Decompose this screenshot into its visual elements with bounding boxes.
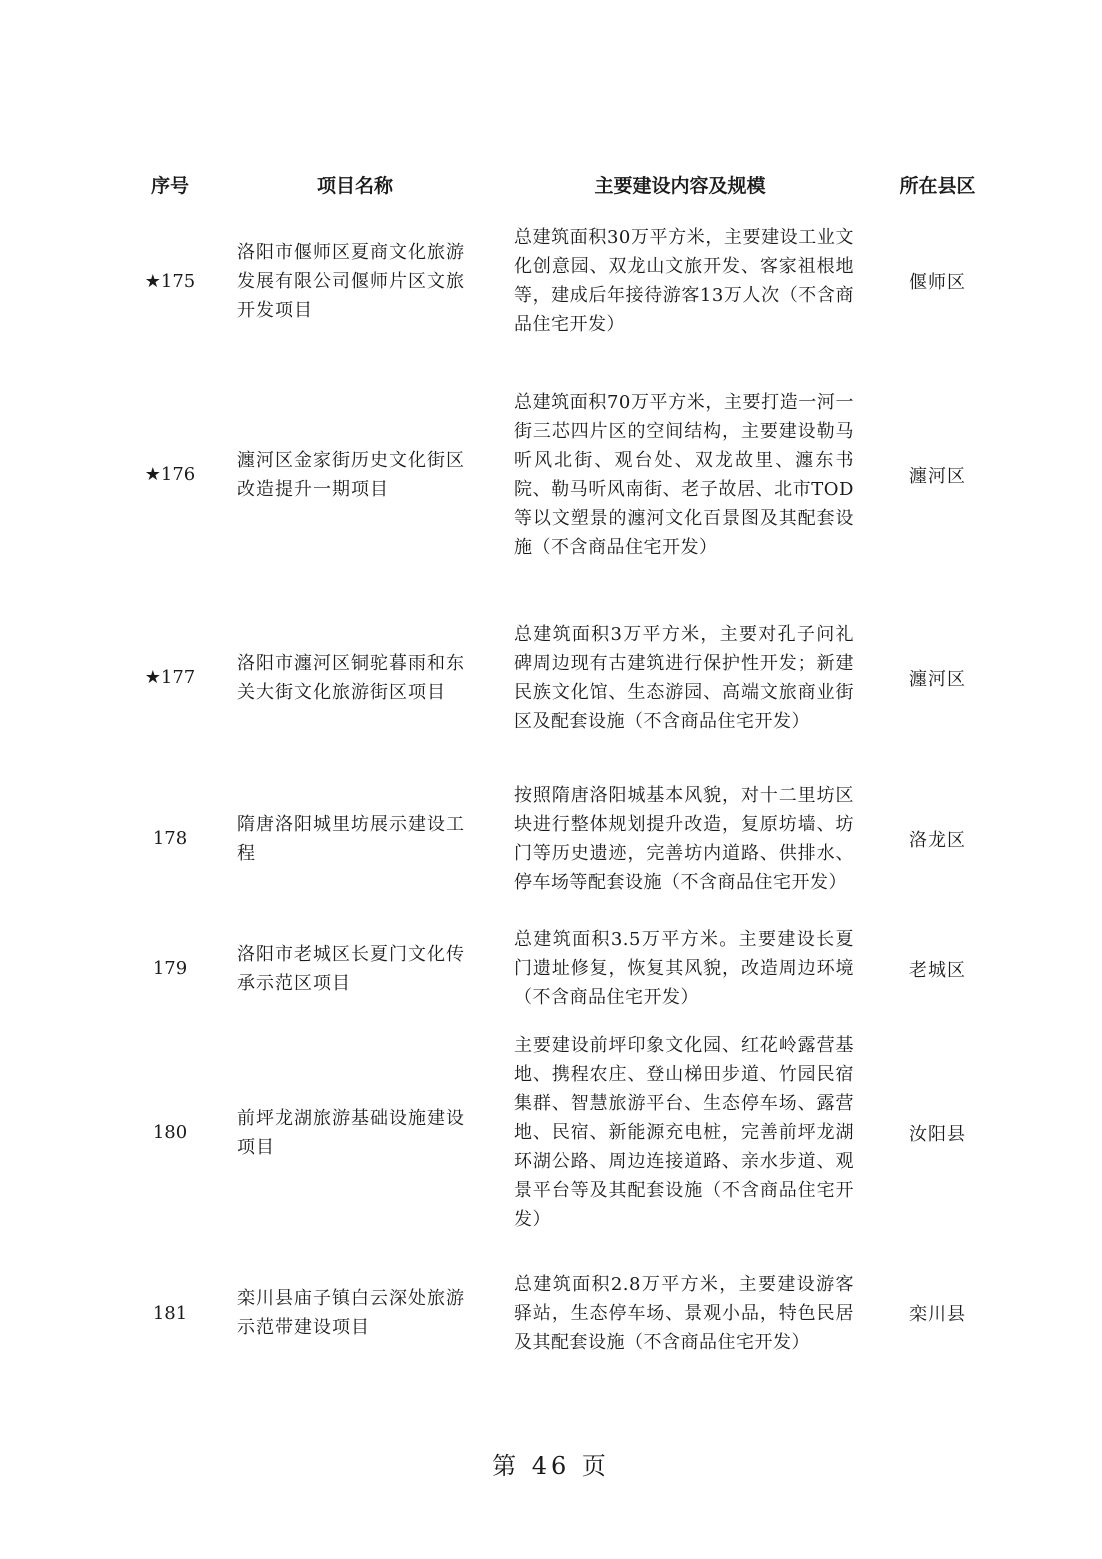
row-county-district: 老城区 — [909, 959, 966, 981]
page-number: 第 46 页 — [492, 1452, 610, 1480]
row-serial-number: ★176 — [144, 464, 196, 485]
header-serial-number: 序号 — [150, 175, 189, 197]
row-county-district: 瀍河区 — [909, 668, 966, 690]
table-row — [0, 924, 1102, 1013]
table-header — [0, 170, 1102, 202]
header-county-district: 所在县区 — [899, 175, 976, 197]
row-project-name: 前坪龙湖旅游基础设施建设项目 — [237, 1107, 465, 1158]
row-serial-number: ★177 — [144, 667, 196, 688]
row-construction-content: 总建筑面积30万平方米，主要建设工业文化创意园、双龙山文旅开发、客家祖根地等，建成后年接待游客13万人次（不含商品住宅开发） — [514, 227, 854, 335]
row-county-district: 汝阳县 — [909, 1123, 966, 1145]
table-row — [0, 372, 1102, 577]
table-row — [0, 1030, 1102, 1235]
row-serial-number: 178 — [152, 828, 188, 849]
table-row — [0, 1254, 1102, 1372]
table-row — [0, 604, 1102, 751]
row-project-name: 洛阳市偃师区夏商文化旅游发展有限公司偃师片区文旅开发项目 — [237, 241, 465, 321]
row-project-name: 隋唐洛阳城里坊展示建设工程 — [237, 813, 465, 864]
row-construction-content: 总建筑面积3.5万平方米。主要建设长夏门遗址修复，恢复其风貌，改造周边环境（不含商品住宅开发） — [514, 929, 854, 1008]
row-county-district: 洛龙区 — [909, 829, 966, 851]
row-construction-content: 总建筑面积70万平方米，主要打造一河一街三芯四片区的空间结构，主要建设勒马听风北街、观台处、双龙故里、瀍东书院、勒马听风南街、老子故居、北市TOD等以文塑景的瀍河文化百景图及其配套设施（不含商品住宅开发） — [514, 391, 854, 558]
row-construction-content: 按照隋唐洛阳城基本风貌，对十二里坊区块进行整体规划提升改造，复原坊墙、坊门等历史遗迹，完善坊内道路、供排水、停车场等配套设施（不含商品住宅开发） — [514, 784, 854, 893]
row-construction-content: 主要建设前坪印象文化园、红花岭露营基地、携程农庄、登山梯田步道、竹园民宿集群、智慧旅游平台、生态停车场、露营地、民宿、新能源充电桩，完善前坪龙湖环湖公路、周边连接道路、亲水步道、观景平台等及其配套设施（不含商品住宅开发） — [514, 1035, 854, 1230]
row-serial-number: 179 — [152, 958, 188, 979]
row-serial-number: 181 — [152, 1302, 188, 1324]
row-serial-number: 180 — [152, 1122, 188, 1143]
row-construction-content: 总建筑面积2.8万平方米，主要建设游客驿站，生态停车场、景观小品，特色民居及其配套设施（不含商品住宅开发） — [514, 1273, 854, 1353]
table-row — [0, 222, 1102, 340]
row-county-district: 栾川县 — [909, 1304, 966, 1325]
row-construction-content: 总建筑面积3万平方米，主要对孔子问礼碑周边现有古建筑进行保护性开发；新建民族文化馆、生态游园、高端文旅商业街区及配套设施（不含商品住宅开发） — [514, 623, 854, 732]
row-project-name: 洛阳市老城区长夏门文化传承示范区项目 — [237, 943, 465, 994]
header-construction-content: 主要建设内容及规模 — [594, 175, 766, 197]
row-project-name: 洛阳市瀍河区铜驼暮雨和东关大街文化旅游街区项目 — [237, 652, 465, 703]
table-row — [0, 765, 1102, 912]
header-project-name: 项目名称 — [316, 175, 393, 197]
row-serial-number: ★175 — [144, 270, 196, 292]
row-county-district: 瀍河区 — [909, 465, 966, 487]
row-county-district: 偃师区 — [909, 272, 966, 293]
row-project-name: 瀍河区金家街历史文化街区改造提升一期项目 — [237, 449, 465, 500]
row-project-name: 栾川县庙子镇白云深处旅游示范带建设项目 — [237, 1288, 465, 1338]
